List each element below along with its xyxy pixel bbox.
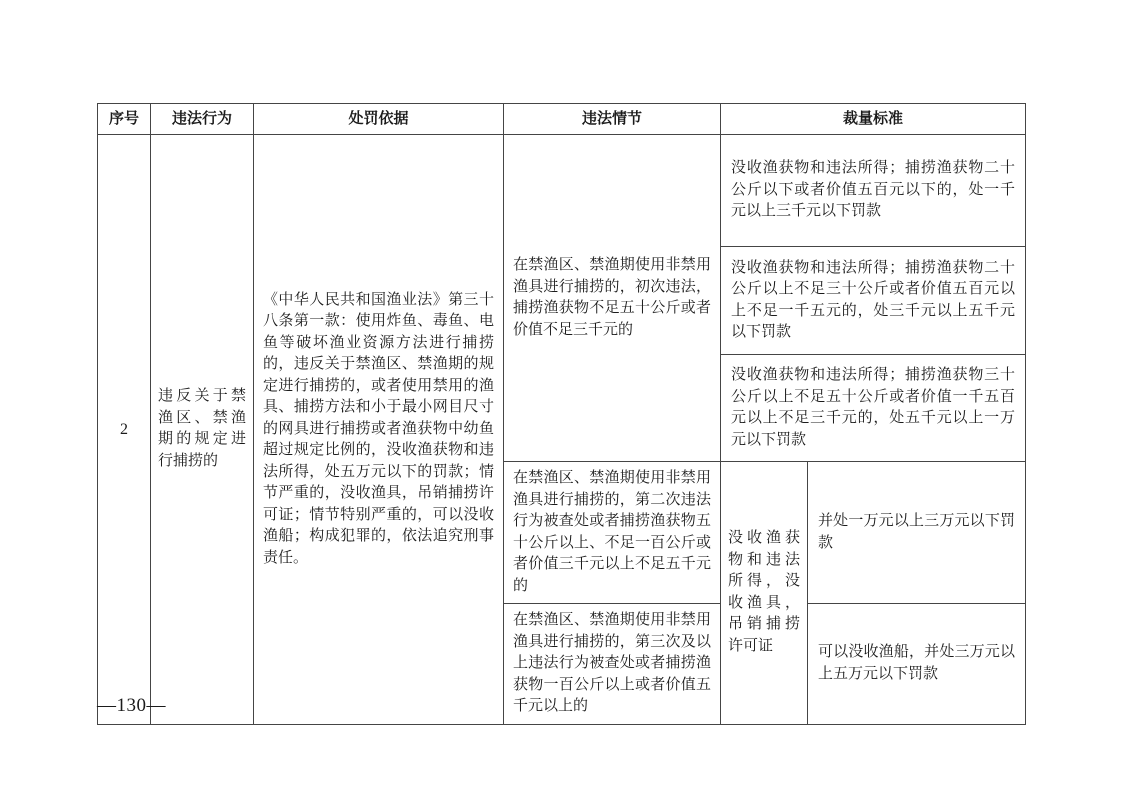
header-penalty-basis: 处罚依据 — [254, 104, 504, 135]
table-row — [98, 135, 1026, 247]
cell-standard-second-offense: 并处一万元以上三万元以下罚款 — [808, 462, 1026, 604]
cell-circumstance-first-offense: 在禁渔区、禁渔期使用非禁用渔具进行捕捞的，初次违法，捕捞渔获物不足五十公斤或者价值不足三千元的 — [504, 135, 721, 462]
cell-standard-tier-2: 没收渔获物和违法所得；捕捞渔获物二十公斤以上不足三十公斤或者价值五百元以上不足一千五元的，处三千元以上五千元以下罚款 — [721, 247, 1026, 355]
cell-shared-confiscation-standard: 没收渔获物和违法所得，没收渔具，吊销捕捞许可证 — [721, 462, 808, 725]
header-violation-circumstance: 违法情节 — [504, 104, 721, 135]
header-discretion-standard: 裁量标准 — [721, 104, 1026, 135]
cell-circumstance-third-offense: 在禁渔区、禁渔期使用非禁用渔具进行捕捞的，第三次及以上违法行为被查处或者捕捞渔获物一百公斤以上或者价值五千元以上的 — [504, 604, 721, 725]
cell-standard-third-offense: 可以没收渔船，并处三万元以上五万元以下罚款 — [808, 604, 1026, 725]
cell-illegal-act: 违反关于禁渔区、禁渔期的规定进行捕捞的 — [151, 135, 254, 725]
header-serial-number: 序号 — [98, 104, 151, 135]
table-header-row — [98, 104, 1026, 135]
header-illegal-act: 违法行为 — [151, 104, 254, 135]
cell-penalty-basis: 《中华人民共和国渔业法》第三十八条第一款：使用炸鱼、毒鱼、电鱼等破坏渔业资源方法进行捕捞的，违反关于禁渔区、禁渔期的规定进行捕捞的，或者使用禁用的渔具、捕捞方法和小于最小网目尺寸的网具进行捕捞或者渔获物中幼鱼超过规定比例的，没收渔获物和违法所得，处五万元以下的罚款；情节严重的，没收渔具，吊销捕捞许可证；情节特别严重的，可以没收渔船；构成犯罪的，依法追究刑事责任。 — [254, 135, 504, 725]
cell-standard-tier-3: 没收渔获物和违法所得；捕捞渔获物三十公斤以上不足五十公斤或者价值一千五百元以上不足三千元的，处五千元以上一万元以下罚款 — [721, 355, 1026, 462]
penalty-discretion-table — [97, 103, 1026, 725]
cell-standard-tier-1: 没收渔获物和违法所得；捕捞渔获物二十公斤以下或者价值五百元以下的，处一千元以上三千元以下罚款 — [721, 135, 1026, 247]
page-number: —130— — [97, 695, 166, 716]
cell-serial-number: 2 — [98, 135, 151, 725]
cell-circumstance-second-offense: 在禁渔区、禁渔期使用非禁用渔具进行捕捞的，第二次违法行为被查处或者捕捞渔获物五十公斤以上、不足一百公斤或者价值三千元以上不足五千元的 — [504, 462, 721, 604]
